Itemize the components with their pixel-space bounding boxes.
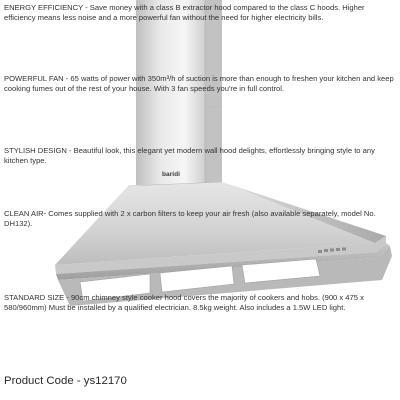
feature-text: - Save money with a class B extractor hood compared to the class C hoods. Higher efficiency means less noise and a more powerful fan without the need for higher electricity bills.	[4, 3, 365, 23]
feature-stylish-design	[4, 146, 396, 167]
feature-text: - 90cm chimney style cooker hood covers the majority of cookers and hobs. (900 x 475 x 580/960mm) Must be installed by a qualified electrician. 8.5kg weight. Also includes a 1.5W LED light.	[4, 293, 364, 313]
brand-logo: baridi	[162, 171, 180, 178]
feature-heading: ENERGY EFFICIENCY	[4, 3, 84, 12]
feature-heading: POWERFUL FAN	[4, 74, 64, 83]
feature-heading: STANDARD SIZE	[4, 293, 65, 302]
feature-text: - Beautiful look, this elegant yet modern wall hood delights, effortlessly bringing style to any kitchen type.	[4, 146, 375, 166]
feature-clean-air	[4, 209, 396, 230]
feature-heading: STYLISH DESIGN	[4, 146, 67, 155]
feature-text: - Comes supplied with 2 x carbon filters to keep your air fresh (also available separately, model No. DH132).	[4, 209, 376, 229]
feature-heading: CLEAN AIR	[4, 209, 44, 218]
feature-powerful-fan	[4, 74, 396, 95]
feature-energy-efficiency	[4, 3, 396, 24]
feature-text: - 65 watts of power with 350m³/h of suction is more than enough to freshen your kitchen and keep cooking fumes out of the rest of your house. With 3 fan speeds you're in full control.	[4, 74, 394, 94]
feature-standard-size	[4, 293, 396, 314]
product-code: Product Code - ys12170	[4, 375, 127, 387]
